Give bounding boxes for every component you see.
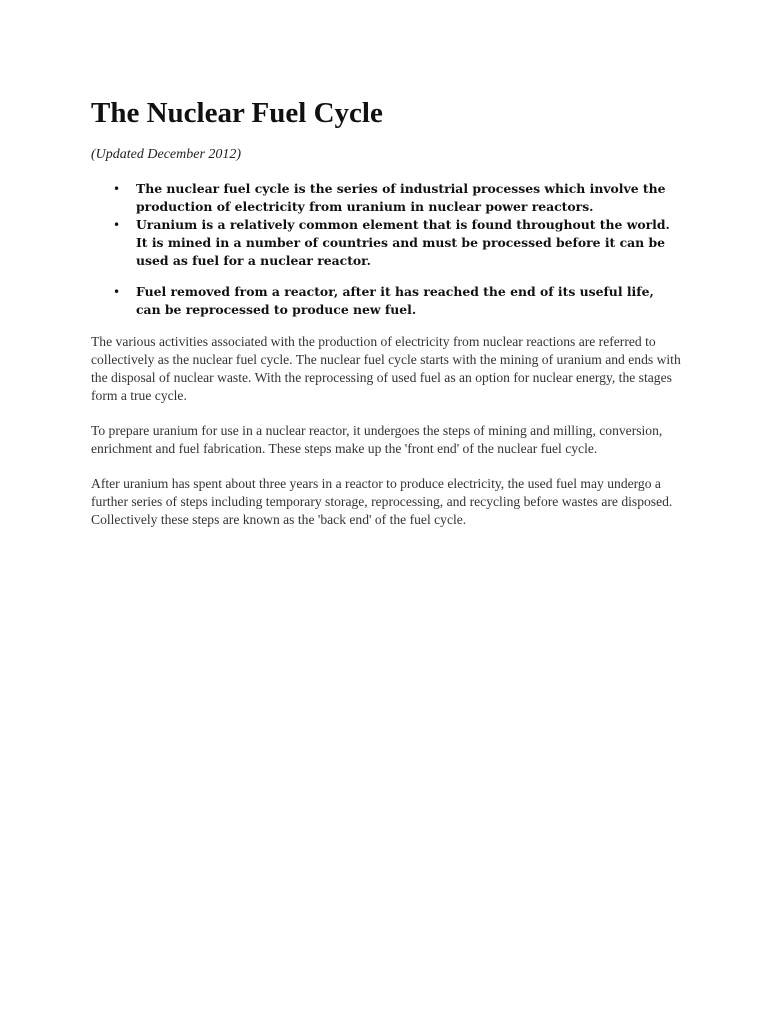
updated-date: (Updated December 2012) — [91, 147, 242, 162]
bullet-text: The nuclear fuel cycle is the series of industrial processes which involve the production of electricity from uranium in nuclear power reactors. — [136, 181, 666, 214]
bullet-text: Uranium is a relatively common element that is found throughout the world. It is mined in a number of countries and must be processed before it can be used as fuel for a nuclear reactor. — [136, 217, 670, 268]
bullet-text: Fuel removed from a reactor, after it has reached the end of its useful life, can be reprocessed to produce new fuel. — [136, 284, 654, 317]
body-paragraph: The various activities associated with the production of electricity from nuclear reactions are referred to collectively as the nuclear fuel cycle. The nuclear fuel cycle starts with the mining of uranium and ends with the disposal of nuclear waste. With the reprocessing of used fuel as an option for nuclear energy, the stages form a true cycle. — [91, 334, 681, 403]
bullet-icon: • — [113, 285, 121, 299]
summary-bullets — [91, 180, 681, 319]
body-paragraph: To prepare uranium for use in a nuclear reactor, it undergoes the steps of mining and milling, conversion, enrichment and fuel fabrication. These steps make up the 'front end' of the nuclear fuel cycle. — [91, 423, 663, 456]
document-page — [91, 96, 681, 529]
bullet-icon: • — [113, 182, 121, 196]
body-paragraph: After uranium has spent about three years in a reactor to produce electricity, the used fuel may undergo a further series of steps including temporary storage, reprocessing, and recycling before wastes are disposed. Collectively these steps are known as the 'back end' of the fuel cycle. — [91, 476, 673, 527]
bullet-icon: • — [113, 218, 121, 232]
document-title: The Nuclear Fuel Cycle — [91, 97, 383, 129]
bullet-item — [91, 283, 681, 319]
bullet-item — [91, 180, 681, 216]
bullet-item — [91, 216, 681, 270]
